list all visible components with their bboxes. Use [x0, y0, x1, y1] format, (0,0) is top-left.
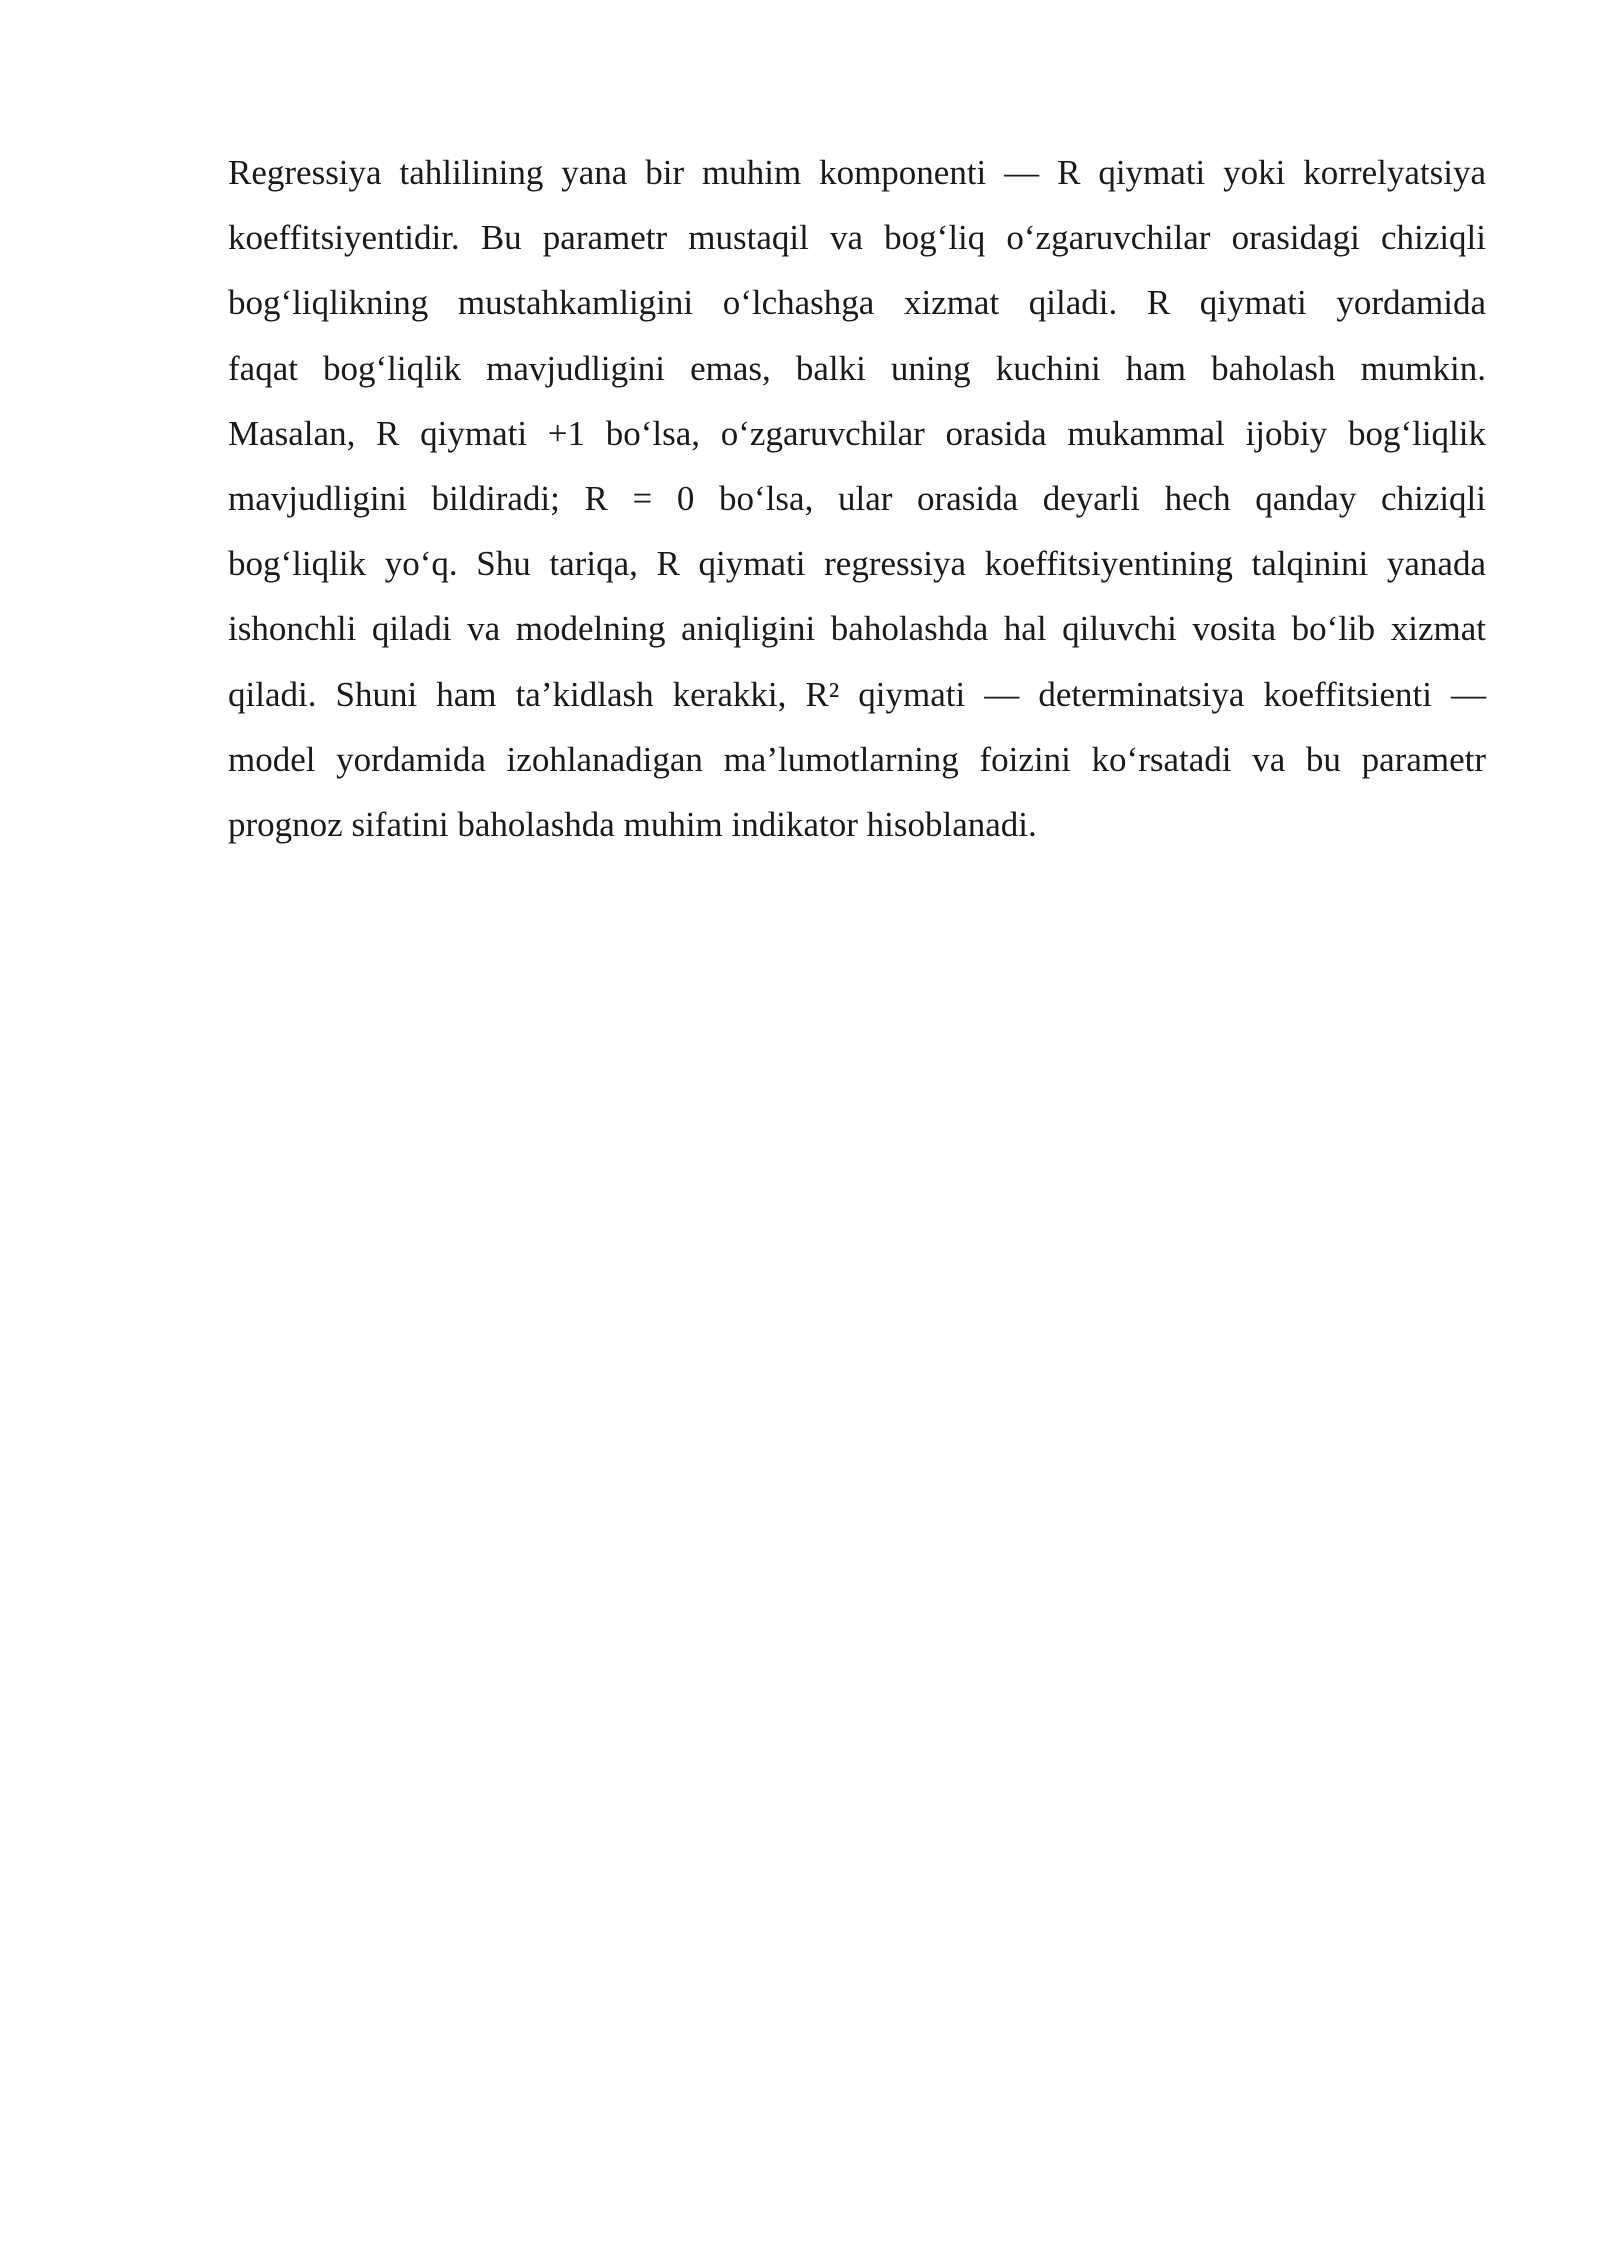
- paragraph-line: bog‘liqlikning mustahkamligini o‘lchashga xizmat qiladi. R qiymati yordamida: [228, 283, 1486, 323]
- paragraph-line: faqat bog‘liqlik mavjudligini emas, balki uning kuchini ham baholash mumkin.: [228, 348, 1486, 388]
- paragraph-line: qiladi. Shuni ham ta’kidlash kerakki, R² qiymati — determinatsiya koeffitsienti —: [228, 674, 1486, 714]
- paragraph-line: bog‘liqlik yo‘q. Shu tariqa, R qiymati regressiya koeffitsiyentining talqinini yanada: [228, 544, 1486, 584]
- paragraph-line: model yordamida izohlanadigan ma’lumotlarning foizini ko‘rsatadi va bu parametr: [228, 739, 1486, 779]
- paragraph-line: koeffitsiyentidir. Bu parametr mustaqil va bog‘liq o‘zgaruvchilar orasidagi chiziqli: [228, 218, 1486, 258]
- body-paragraph: [228, 140, 1486, 857]
- paragraph-line: prognoz sifatini baholashda muhim indikator hisoblanadi.: [228, 804, 1037, 844]
- paragraph-line: Masalan, R qiymati +1 bo‘lsa, o‘zgaruvchilar orasida mukammal ijobiy bog‘liqlik: [228, 413, 1486, 453]
- paragraph-line: ishonchli qiladi va modelning aniqligini baholashda hal qiluvchi vosita bo‘lib xizmat: [228, 609, 1486, 649]
- paragraph-line: mavjudligini bildiradi; R = 0 bo‘lsa, ular orasida deyarli hech qanday chiziqli: [228, 478, 1486, 518]
- paragraph-line: Regressiya tahlilining yana bir muhim komponenti — R qiymati yoki korrelyatsiya: [228, 153, 1486, 192]
